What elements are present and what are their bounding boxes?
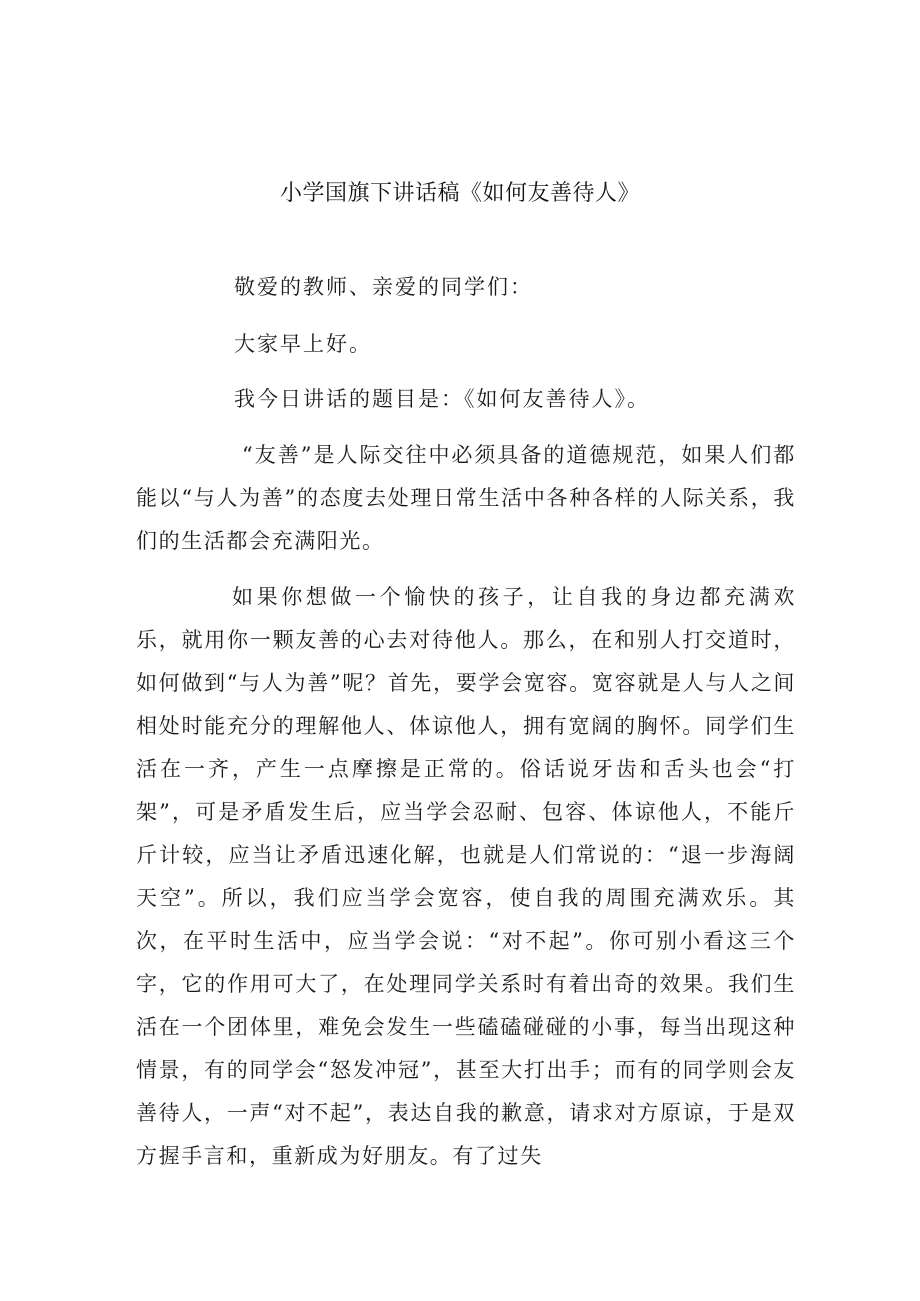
document-title: 小学国旗下讲话稿《如何友善待人》 xyxy=(279,181,640,206)
paragraph-2: 如果你想做一个愉快的孩子，让自我的身边都充满欢乐，就用你一颗友善的心去对待他人。那么，在和别人打交道时，如何做到“与人为善”呢？首先，要学会宽容。宽容就是人与人之间相处时能充分的理解他人、体谅他人，拥有宽阔的胸怀。同学们生活在一齐，产生一点摩擦是正常的。俗话说牙齿和舌头也会“打架”，可是矛盾发生后，应当学会忍耐、包容、体谅他人，不能斤斤计较，应当让矛盾迅速化解，也就是人们常说的：“退一步海阔天空”。所以，我们应当学会宽容，使自我的周围充满欢乐。其次，在平时生活中，应当学会说：“对不起”。你可别小看这三个字，它的作用可大了，在处理同学关系时有着出奇的效果。我们生活在一个团体里，难免会发生一些磕磕碰碰的小事，每当出现这种情景，有的同学会“怒发冲冠”，甚至大打出手；而有的同学则会友善待人，一声“对不起”，表达自我的歉意，请求对方原谅，于是双方握手言和，重新成为好朋友。有了过失 xyxy=(136,585,796,1168)
topic-line: 我今日讲话的题目是：《如何友善待人》。 xyxy=(234,387,650,411)
greeting-line: 敬爱的教师、亲爱的同学们： xyxy=(234,275,533,299)
morning-line: 大家早上好。 xyxy=(234,332,372,356)
paragraph-1: “友善”是人际交往中必须具备的道德规范，如果人们都能以“与人为善”的态度去处理日常生活中各种各样的人际关系，我们的生活都会充满阳光。 xyxy=(136,443,796,553)
